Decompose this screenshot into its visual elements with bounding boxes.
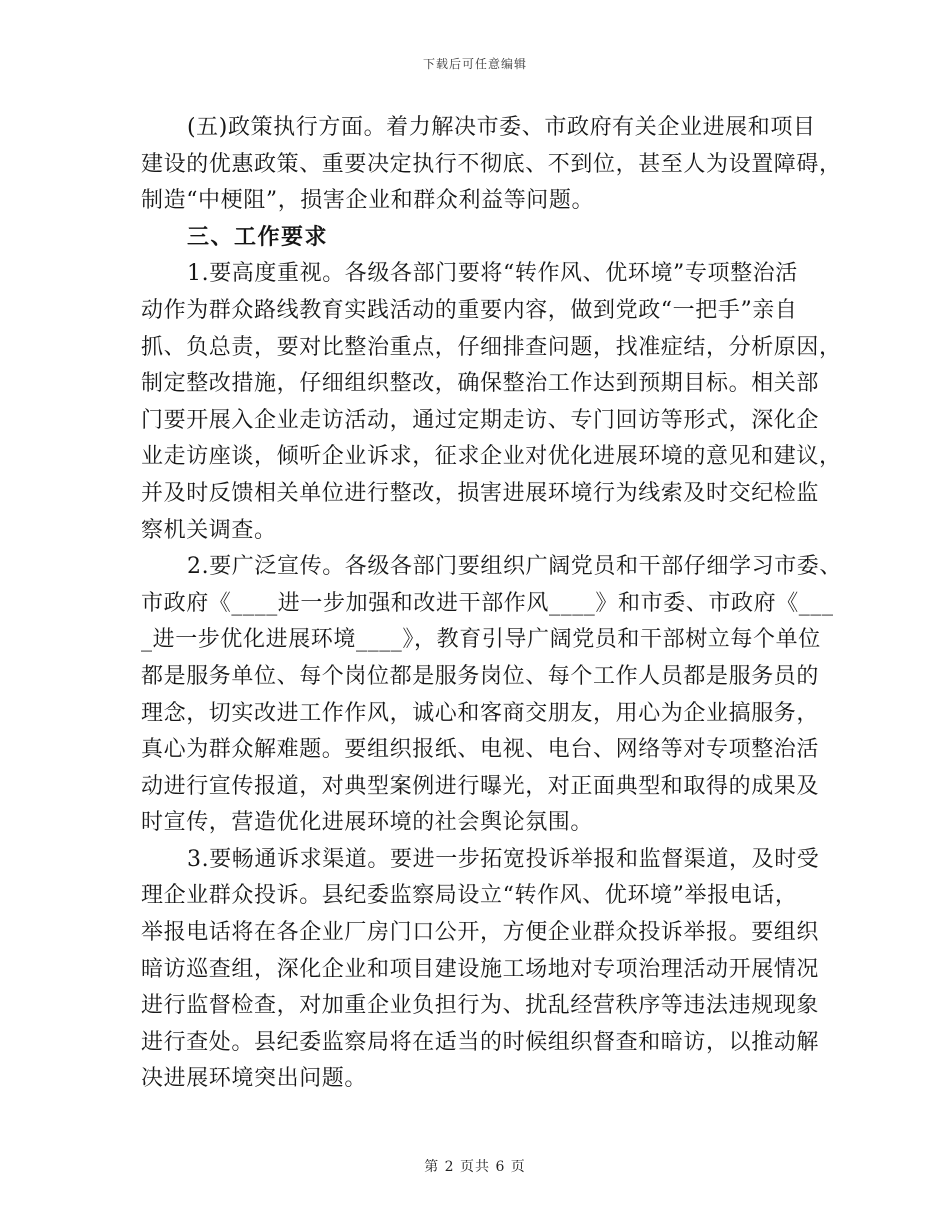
text-line: 决进展环境突出问题。 <box>141 1066 368 1092</box>
text-line: 业走访座谈，倾听企业诉求，征求企业对优化进展环境的意见和建议， <box>141 444 842 470</box>
document-body <box>141 110 842 1098</box>
text-line: 真心为群众解难题。要组织报纸、电视、电台、网络等对专项整治活 <box>141 737 820 763</box>
text-line: 2.要广泛宣传。各级各部门要组织广阔党员和干部仔细学习市委、 <box>187 554 842 580</box>
text-line: 市政府《____进一步加强和改进干部作风____》和市委、市政府《___ <box>141 590 834 616</box>
text-line: 察机关调查。 <box>141 517 277 543</box>
text-line: 时宣传，营造优化进展环境的社会舆论氛围。 <box>141 810 594 836</box>
text-line: 进行监督检查，对加重企业负担行为、扰乱经营秩序等违法违规现象 <box>141 993 820 1019</box>
text-line: _进一步优化进展环境____》，教育引导广阔党员和干部树立每个单位 <box>141 627 821 653</box>
text-line: 举报电话将在各企业厂房门口公开，方便企业群众投诉举报。要组织 <box>141 920 820 946</box>
text-line: 1.要高度重视。各级各部门要将“转作风、优环境”专项整治活 <box>187 261 798 287</box>
paragraph-item-1 <box>141 256 842 549</box>
text-line: 理念，切实改进工作作风，诚心和客商交朋友，用心为企业搞服务， <box>141 700 820 726</box>
text-line: 理企业群众投诉。县纪委监察局设立“转作风、优环境”举报电话， <box>141 883 798 909</box>
text-line: 建设的优惠政策、重要决定执行不彻底、不到位，甚至人为设置障碍， <box>141 151 842 177</box>
text-line: 制定整改措施，仔细组织整改，确保整治工作达到预期目标。相关部 <box>141 371 820 397</box>
paragraph-item-2 <box>141 549 842 842</box>
text-line: 门要开展入企业走访活动，通过定期走访、专门回访等形式，深化企 <box>141 407 820 433</box>
header-note: 下载后可任意编辑 <box>422 57 527 71</box>
text-line: 都是服务单位、每个岗位都是服务岗位、每个工作人员都是服务员的 <box>141 663 820 689</box>
text-line: 暗访巡查组，深化企业和项目建设施工场地对专项治理活动开展情况 <box>141 956 820 982</box>
text-line: 3.要畅通诉求渠道。要进一步拓宽投诉举报和监督渠道，及时受 <box>187 846 820 872</box>
text-line: 制造“中梗阻”，损害企业和群众利益等问题。 <box>141 188 595 214</box>
section-heading: 三、工作要求 <box>187 224 329 250</box>
text-line: (五)政策执行方面。着力解决市委、市政府有关企业进展和项目 <box>187 115 816 140</box>
paragraph-item-3 <box>141 842 820 1098</box>
text-line: 并及时反馈相关单位进行整改，损害进展环境行为线索及时交纪检监 <box>141 480 820 506</box>
page-number: 第 2 页共 6 页 <box>424 1159 526 1175</box>
text-line: 动进行宣传报道，对典型案例进行曝光，对正面典型和取得的成果及 <box>141 773 820 799</box>
text-line: 进行查处。县纪委监察局将在适当的时候组织督查和暗访，以推动解 <box>141 1029 820 1055</box>
paragraph-policy-execution <box>141 110 842 220</box>
text-line: 动作为群众路线教育实践活动的重要内容，做到党政“一把手”亲自 <box>141 297 798 323</box>
text-line: 抓、负总责，要对比整治重点，仔细排查问题，找准症结，分析原因， <box>141 334 842 360</box>
